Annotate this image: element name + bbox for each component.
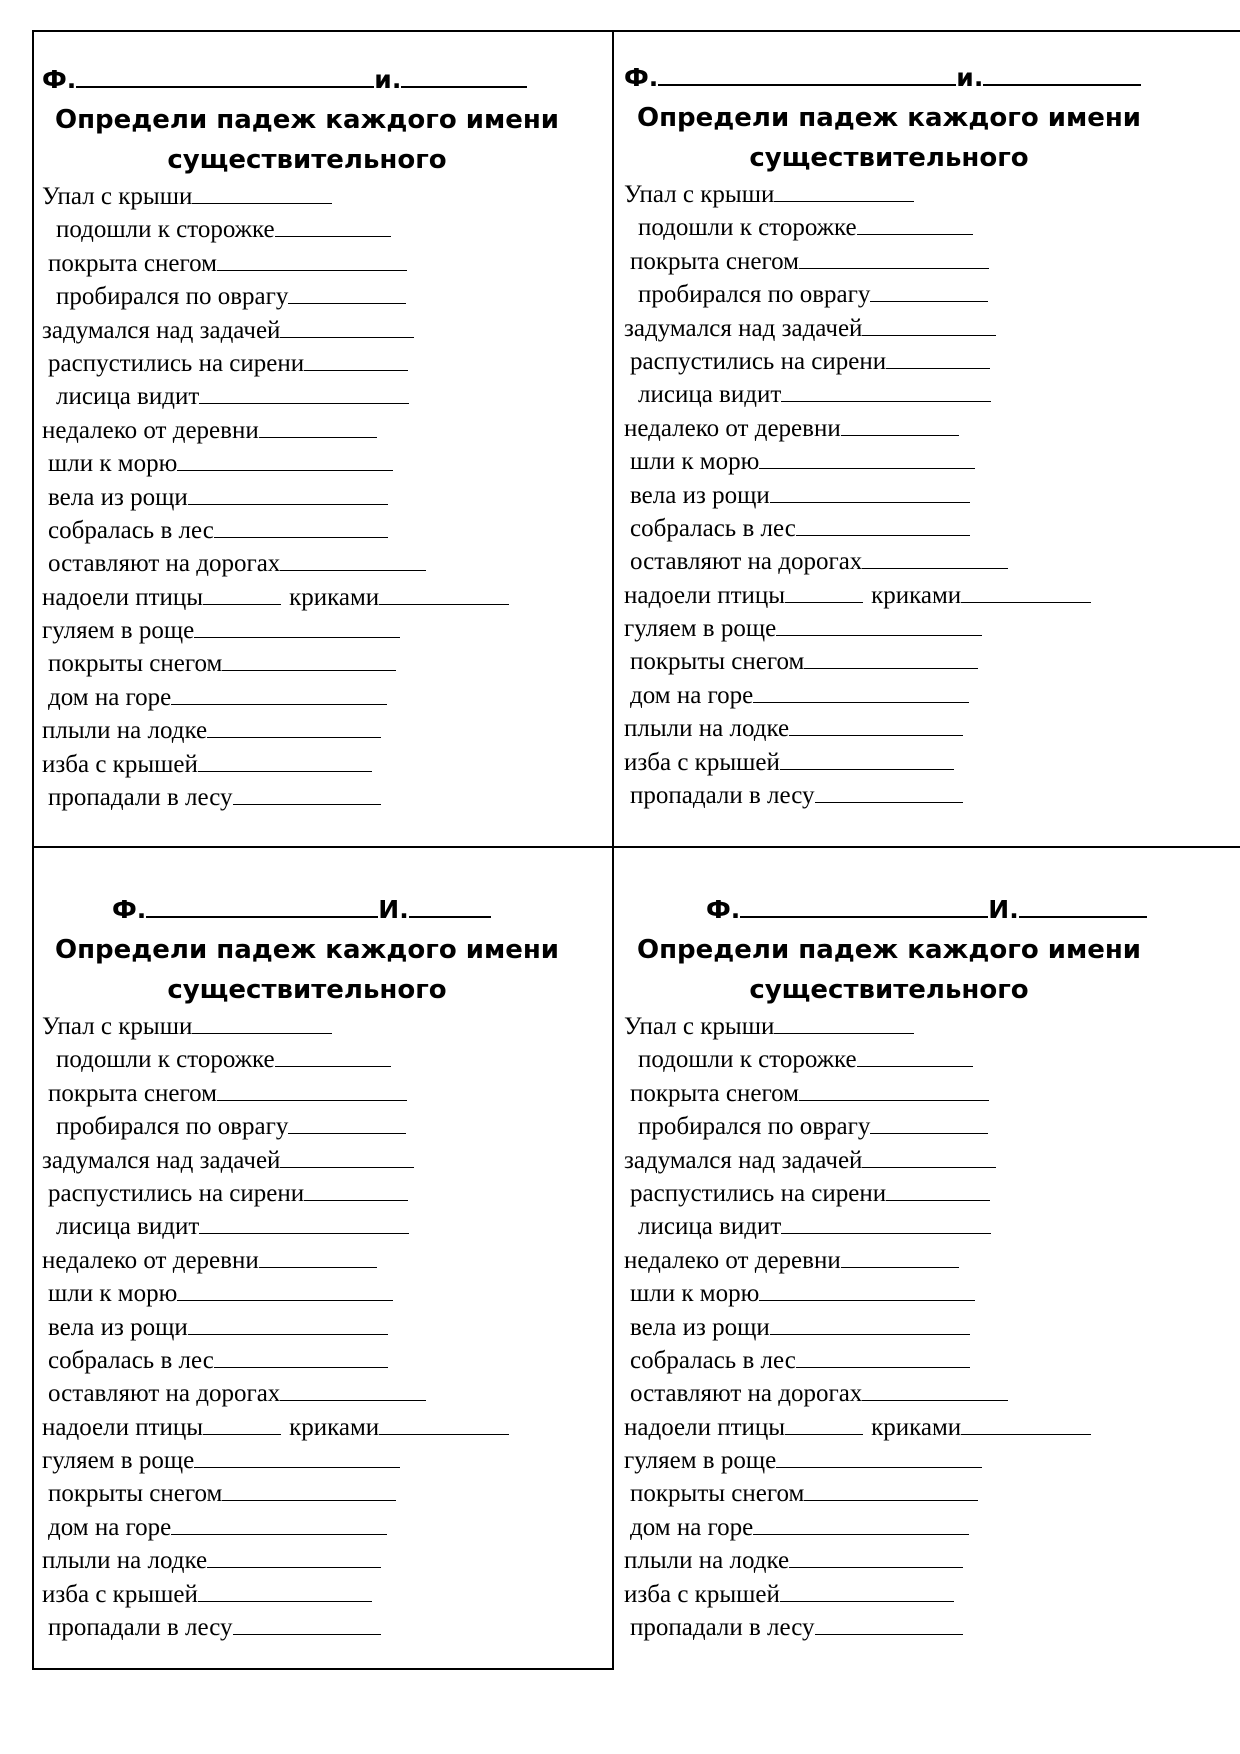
phrase-row — [42, 681, 602, 714]
answer-blank[interactable] — [233, 1614, 381, 1635]
answer-blank[interactable] — [304, 1180, 408, 1201]
answer-blank[interactable] — [759, 1280, 975, 1301]
answer-blank[interactable] — [379, 584, 509, 605]
phrase-text: покрыты снегом — [630, 648, 805, 676]
phrase-text: покрыты снегом — [48, 650, 223, 678]
answer-blank[interactable] — [203, 1414, 281, 1435]
phrase-text: задумался над задачей — [624, 314, 863, 342]
phrase-text: гуляем в роще — [42, 617, 195, 645]
phrase-text: шли к морю — [48, 450, 178, 478]
phrase-row — [624, 1244, 1184, 1277]
phrase-text: распустились на сирени — [48, 1179, 305, 1207]
answer-blank[interactable] — [781, 381, 991, 402]
answer-blank[interactable] — [776, 1447, 982, 1468]
phrase-list — [624, 178, 1184, 812]
phrase-text: плыли на лодке — [42, 717, 208, 745]
phrase-row — [624, 746, 1184, 779]
phrase-row — [624, 645, 1184, 678]
phrase-text: пробирался по оврагу — [638, 281, 871, 309]
answer-blank[interactable] — [796, 515, 970, 536]
answer-blank[interactable] — [222, 650, 396, 671]
phrase-row — [42, 1444, 602, 1477]
phrase-row — [42, 447, 602, 480]
phrase-row — [624, 1177, 1184, 1210]
phrase-text: шли к морю — [630, 448, 760, 476]
phrase-text: пропадали в лесу — [48, 1614, 233, 1642]
task-title — [624, 98, 1154, 178]
title-line-2: существительного — [749, 143, 1029, 173]
phrase-row — [42, 347, 602, 380]
name-line — [42, 890, 602, 930]
phrase-row — [624, 1043, 1184, 1076]
phrase-text: Упал с крыши — [42, 183, 193, 210]
name-blank[interactable] — [1019, 892, 1147, 918]
phrase-row — [42, 1344, 602, 1377]
phrase-row — [624, 1444, 1184, 1477]
name-line — [42, 60, 602, 100]
answer-blank[interactable] — [799, 1080, 989, 1101]
phrase-row — [624, 512, 1184, 545]
answer-blank[interactable] — [198, 751, 372, 772]
phrase-row — [42, 1144, 602, 1177]
phrase-list — [42, 1010, 602, 1644]
phrase-row — [624, 178, 1184, 211]
top-border — [32, 30, 1240, 32]
phrase-text: покрыта снегом — [48, 249, 217, 277]
answer-blank[interactable] — [862, 548, 1008, 569]
name-blank[interactable] — [409, 892, 491, 918]
answer-blank[interactable] — [781, 1213, 991, 1234]
center-divider — [612, 30, 614, 1670]
answer-blank[interactable] — [799, 248, 989, 269]
phrase-text: лисица видит — [56, 383, 200, 411]
answer-blank[interactable] — [280, 550, 426, 571]
task-title — [624, 930, 1154, 1010]
phrase-row — [624, 1277, 1184, 1310]
phrase-row — [42, 1411, 602, 1444]
name-line — [624, 890, 1184, 930]
title-line-1: Определи падеж каждого имени — [54, 935, 560, 965]
phrase-text: пробирался по оврагу — [56, 1113, 289, 1141]
phrase-row — [42, 1244, 602, 1277]
phrase-row — [624, 1144, 1184, 1177]
answer-blank[interactable] — [841, 1247, 959, 1268]
phrase-text: покрыты снегом — [48, 1480, 223, 1508]
task-title — [42, 930, 572, 1010]
name-blank[interactable] — [401, 62, 527, 88]
phrase-row — [42, 581, 602, 614]
phrase-row — [42, 1544, 602, 1577]
answer-blank[interactable] — [259, 417, 377, 438]
phrase-row — [42, 1377, 602, 1410]
phrase-text: дом на горе — [630, 1513, 754, 1541]
phrase-row — [42, 514, 602, 547]
phrase-text: надоели птицы — [42, 1413, 204, 1441]
phrase-row — [624, 479, 1184, 512]
phrase-row — [624, 1411, 1184, 1444]
surname-blank[interactable] — [658, 60, 956, 86]
answer-blank[interactable] — [857, 1046, 973, 1067]
answer-blank[interactable] — [233, 784, 381, 805]
answer-blank[interactable] — [862, 1380, 1008, 1401]
phrase-text: распустились на сирени — [630, 1179, 887, 1207]
answer-blank[interactable] — [280, 1147, 414, 1168]
phrase-row — [624, 1311, 1184, 1344]
phrase-row — [42, 714, 602, 747]
answer-blank[interactable] — [288, 1113, 406, 1134]
answer-blank[interactable] — [804, 1480, 978, 1501]
phrase-text: вела из рощи — [630, 481, 770, 509]
answer-blank[interactable] — [304, 350, 408, 371]
surname-label: Ф. — [706, 895, 741, 924]
phrase-text-middle: криками — [289, 1413, 380, 1441]
phrase-row — [624, 312, 1184, 345]
answer-blank[interactable] — [870, 1113, 988, 1134]
phrase-text: изба с крышей — [42, 750, 198, 778]
phrase-row — [42, 748, 602, 781]
answer-blank[interactable] — [275, 216, 391, 237]
surname-label: Ф. — [112, 895, 147, 924]
phrase-row — [42, 547, 602, 580]
answer-blank[interactable] — [857, 214, 973, 235]
phrase-row — [42, 1177, 602, 1210]
phrase-text: гуляем в роще — [624, 1447, 777, 1475]
phrase-row — [624, 1544, 1184, 1577]
answer-blank[interactable] — [862, 315, 996, 336]
title-line-2: существительного — [167, 975, 447, 1005]
phrase-text: собралась в лес — [48, 516, 214, 544]
phrase-row — [624, 612, 1184, 645]
worksheet-card-2 — [624, 58, 1184, 812]
name-label: И. — [378, 895, 409, 924]
phrase-text: задумался над задачей — [624, 1146, 863, 1174]
answer-blank[interactable] — [774, 181, 914, 202]
phrase-row — [42, 213, 602, 246]
surname-blank[interactable] — [76, 62, 374, 88]
phrase-text: гуляем в роще — [42, 1447, 195, 1475]
answer-blank[interactable] — [214, 517, 388, 538]
surname-blank[interactable] — [146, 892, 378, 918]
phrase-row — [624, 1077, 1184, 1110]
answer-blank[interactable] — [192, 183, 332, 204]
phrase-row — [624, 345, 1184, 378]
phrase-row — [42, 1311, 602, 1344]
answer-blank[interactable] — [188, 1314, 388, 1335]
phrase-row — [624, 579, 1184, 612]
phrase-text: недалеко от деревни — [42, 1246, 259, 1274]
phrase-text: покрыты снегом — [630, 1480, 805, 1508]
phrase-text: покрыта снегом — [630, 247, 799, 275]
phrase-text: изба с крышей — [624, 748, 780, 776]
phrase-text: дом на горе — [630, 681, 754, 709]
answer-blank[interactable] — [753, 1514, 969, 1535]
phrase-text: оставляют на дорогах — [48, 1380, 281, 1408]
phrase-text-middle: криками — [871, 581, 962, 609]
phrase-row — [624, 1010, 1184, 1043]
answer-blank[interactable] — [862, 1147, 996, 1168]
phrase-row — [624, 245, 1184, 278]
name-label: и. — [956, 63, 984, 92]
phrase-text: пробирался по оврагу — [638, 1113, 871, 1141]
answer-blank[interactable] — [804, 648, 978, 669]
phrase-row — [624, 1377, 1184, 1410]
phrase-row — [624, 1578, 1184, 1611]
worksheet-sheet — [32, 30, 1240, 1680]
answer-blank[interactable] — [841, 415, 959, 436]
answer-blank[interactable] — [177, 450, 393, 471]
phrase-text: недалеко от деревни — [624, 414, 841, 442]
phrase-row — [624, 545, 1184, 578]
surname-label: Ф. — [42, 65, 77, 94]
phrase-text: Упал с крыши — [42, 1013, 193, 1040]
answer-blank[interactable] — [192, 1013, 332, 1034]
answer-blank[interactable] — [177, 1280, 393, 1301]
phrase-text: оставляют на дорогах — [48, 550, 281, 578]
phrase-row — [624, 1344, 1184, 1377]
phrase-text: Упал с крыши — [624, 181, 775, 208]
phrase-text: подошли к сторожке — [638, 214, 857, 242]
phrase-row — [624, 211, 1184, 244]
answer-blank[interactable] — [207, 1547, 381, 1568]
phrase-text: пропадали в лесу — [630, 1614, 815, 1642]
name-blank[interactable] — [983, 60, 1141, 86]
phrase-row — [624, 445, 1184, 478]
phrase-text: плыли на лодке — [42, 1547, 208, 1575]
phrase-text: пробирался по оврагу — [56, 283, 289, 311]
answer-blank[interactable] — [188, 484, 388, 505]
answer-blank[interactable] — [886, 348, 990, 369]
answer-blank[interactable] — [776, 615, 982, 636]
phrase-row — [42, 614, 602, 647]
phrase-row — [42, 481, 602, 514]
answer-blank[interactable] — [961, 1414, 1091, 1435]
surname-label: Ф. — [624, 63, 659, 92]
phrase-row — [42, 1010, 602, 1043]
answer-blank[interactable] — [217, 1080, 407, 1101]
phrase-row — [42, 647, 602, 680]
phrase-text: гуляем в роще — [624, 615, 777, 643]
phrase-text: распустились на сирени — [630, 347, 887, 375]
title-line-1: Определи падеж каждого имени — [54, 105, 560, 135]
title-line-1: Определи падеж каждого имени — [636, 935, 1142, 965]
phrase-text: Упал с крыши — [624, 1013, 775, 1040]
phrase-text: подошли к сторожке — [56, 1046, 275, 1074]
answer-blank[interactable] — [759, 448, 975, 469]
phrase-row — [624, 378, 1184, 411]
answer-blank[interactable] — [815, 1614, 963, 1635]
phrase-text: пропадали в лесу — [48, 784, 233, 812]
answer-blank[interactable] — [199, 383, 409, 404]
answer-blank[interactable] — [886, 1180, 990, 1201]
phrase-text: задумался над задачей — [42, 316, 281, 344]
answer-blank[interactable] — [815, 782, 963, 803]
phrase-row — [42, 247, 602, 280]
phrase-text: плыли на лодке — [624, 715, 790, 743]
answer-blank[interactable] — [785, 582, 863, 603]
phrase-text: плыли на лодке — [624, 1547, 790, 1575]
phrase-text: вела из рощи — [48, 483, 188, 511]
answer-blank[interactable] — [222, 1480, 396, 1501]
phrase-text: собралась в лес — [630, 1346, 796, 1374]
phrase-text: распустились на сирени — [48, 349, 305, 377]
phrase-row — [624, 712, 1184, 745]
answer-blank[interactable] — [171, 684, 387, 705]
answer-blank[interactable] — [214, 1347, 388, 1368]
phrase-text: пропадали в лесу — [630, 782, 815, 810]
phrase-text: надоели птицы — [624, 1413, 786, 1441]
phrase-text: собралась в лес — [630, 514, 796, 542]
title-line-2: существительного — [167, 145, 447, 175]
answer-blank[interactable] — [785, 1414, 863, 1435]
phrase-text-middle: криками — [871, 1413, 962, 1441]
phrase-text: лисица видит — [638, 1213, 782, 1241]
answer-blank[interactable] — [961, 582, 1091, 603]
answer-blank[interactable] — [194, 617, 400, 638]
phrase-text: оставляют на дорогах — [630, 548, 863, 576]
phrase-row — [624, 278, 1184, 311]
name-label: И. — [988, 895, 1019, 924]
phrase-text: задумался над задачей — [42, 1146, 281, 1174]
title-line-2: существительного — [749, 975, 1029, 1005]
phrase-row — [42, 314, 602, 347]
phrase-text: недалеко от деревни — [624, 1246, 841, 1274]
answer-blank[interactable] — [789, 1547, 963, 1568]
answer-blank[interactable] — [770, 482, 970, 503]
phrase-row — [624, 1477, 1184, 1510]
phrase-row — [42, 1077, 602, 1110]
phrase-row — [42, 1611, 602, 1644]
phrase-text: лисица видит — [56, 1213, 200, 1241]
answer-blank[interactable] — [870, 281, 988, 302]
phrase-row — [42, 1578, 602, 1611]
task-title — [42, 100, 572, 180]
phrase-row — [624, 779, 1184, 812]
worksheet-card-3 — [42, 890, 602, 1644]
phrase-text: покрыта снегом — [48, 1079, 217, 1107]
phrase-text: собралась в лес — [48, 1346, 214, 1374]
phrase-text: подошли к сторожке — [56, 216, 275, 244]
phrase-row — [624, 1110, 1184, 1143]
name-label: и. — [374, 65, 402, 94]
phrase-text: надоели птицы — [624, 581, 786, 609]
answer-blank[interactable] — [275, 1046, 391, 1067]
surname-blank[interactable] — [740, 892, 988, 918]
phrase-row — [42, 781, 602, 814]
worksheet-card-4 — [624, 890, 1184, 1644]
answer-blank[interactable] — [280, 317, 414, 338]
phrase-list — [624, 1010, 1184, 1644]
title-line-1: Определи падеж каждого имени — [636, 103, 1142, 133]
answer-blank[interactable] — [199, 1213, 409, 1234]
phrase-row — [624, 1611, 1184, 1644]
answer-blank[interactable] — [280, 1380, 426, 1401]
phrase-row — [42, 1043, 602, 1076]
phrase-list — [42, 180, 602, 814]
phrase-row — [624, 679, 1184, 712]
phrase-text: дом на горе — [48, 683, 172, 711]
answer-blank[interactable] — [774, 1013, 914, 1034]
answer-blank[interactable] — [171, 1514, 387, 1535]
phrase-row — [624, 412, 1184, 445]
name-line — [624, 58, 1184, 98]
middle-border — [32, 846, 1240, 848]
phrase-row — [42, 414, 602, 447]
phrase-text: подошли к сторожке — [638, 1046, 857, 1074]
bottom-border — [32, 1668, 612, 1670]
phrase-row — [624, 1511, 1184, 1544]
answer-blank[interactable] — [259, 1247, 377, 1268]
answer-blank[interactable] — [217, 250, 407, 271]
left-border — [32, 30, 34, 1670]
answer-blank[interactable] — [198, 1581, 372, 1602]
phrase-text: покрыта снегом — [630, 1079, 799, 1107]
phrase-text: изба с крышей — [624, 1580, 780, 1608]
phrase-text: оставляют на дорогах — [630, 1380, 863, 1408]
phrase-text: шли к морю — [48, 1280, 178, 1308]
answer-blank[interactable] — [207, 717, 381, 738]
phrase-row — [42, 180, 602, 213]
answer-blank[interactable] — [796, 1347, 970, 1368]
answer-blank[interactable] — [789, 715, 963, 736]
phrase-row — [42, 1477, 602, 1510]
phrase-row — [42, 280, 602, 313]
phrase-text: шли к морю — [630, 1280, 760, 1308]
phrase-row — [42, 1277, 602, 1310]
phrase-row — [42, 1511, 602, 1544]
answer-blank[interactable] — [770, 1314, 970, 1335]
worksheet-card-1 — [42, 60, 602, 814]
phrase-row — [42, 1110, 602, 1143]
answer-blank[interactable] — [753, 682, 969, 703]
phrase-text: дом на горе — [48, 1513, 172, 1541]
answer-blank[interactable] — [194, 1447, 400, 1468]
phrase-row — [42, 1210, 602, 1243]
answer-blank[interactable] — [203, 584, 281, 605]
phrase-text: вела из рощи — [48, 1313, 188, 1341]
phrase-row — [42, 380, 602, 413]
answer-blank[interactable] — [288, 283, 406, 304]
phrase-text: вела из рощи — [630, 1313, 770, 1341]
phrase-text: надоели птицы — [42, 583, 204, 611]
phrase-text: изба с крышей — [42, 1580, 198, 1608]
answer-blank[interactable] — [780, 1581, 954, 1602]
phrase-text: лисица видит — [638, 381, 782, 409]
phrase-text-middle: криками — [289, 583, 380, 611]
phrase-text: недалеко от деревни — [42, 416, 259, 444]
answer-blank[interactable] — [379, 1414, 509, 1435]
answer-blank[interactable] — [780, 749, 954, 770]
phrase-row — [624, 1210, 1184, 1243]
